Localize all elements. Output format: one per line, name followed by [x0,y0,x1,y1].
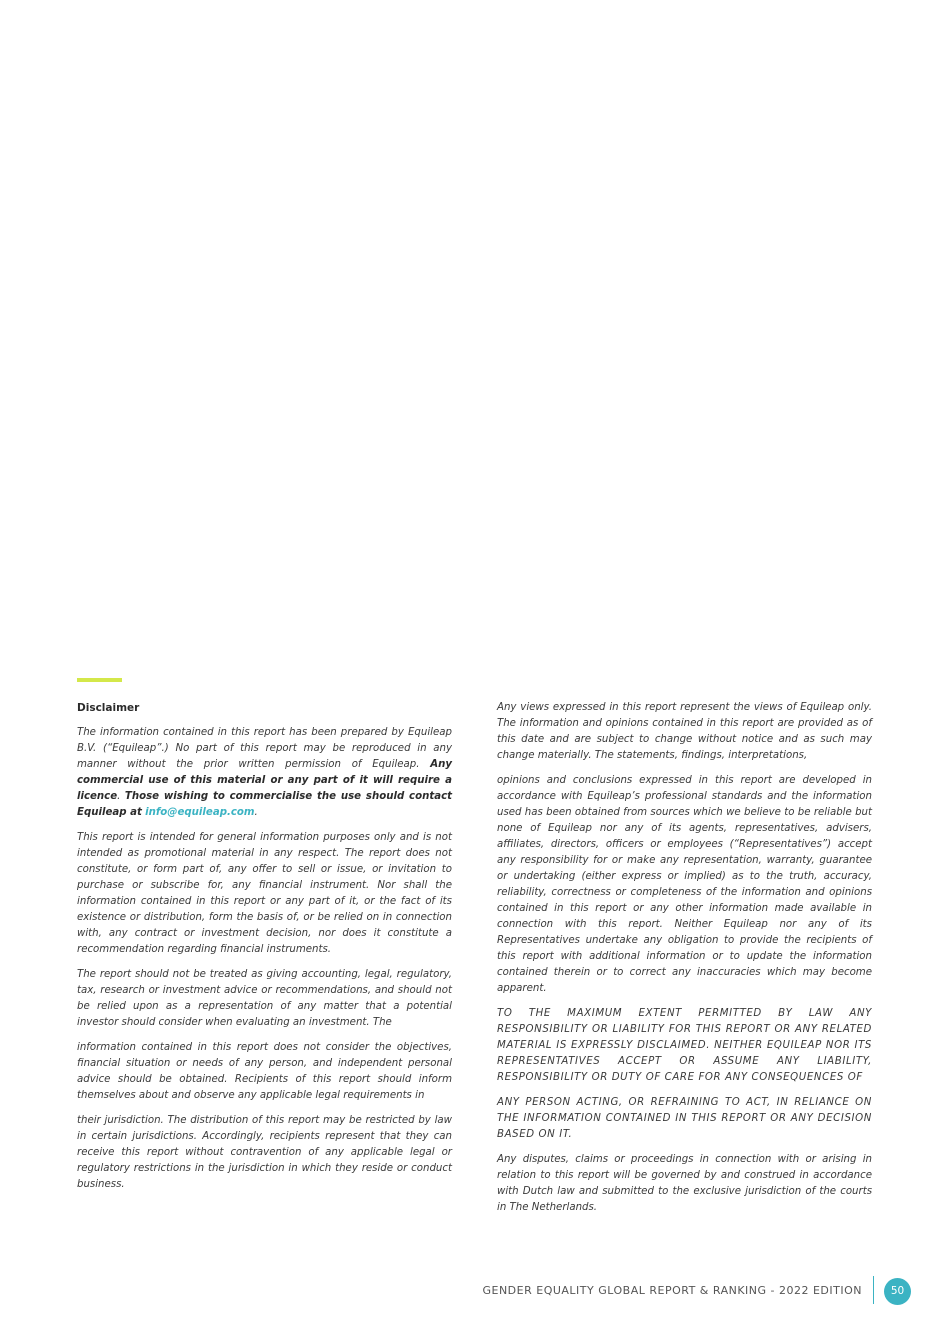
accent-bar [77,678,122,682]
contact-email-link[interactable]: info@equileap.com [145,807,255,818]
page-number-badge: 50 [884,1278,911,1305]
disclaimer-paragraph-5: their jurisdiction. The distribution of this report may be restricted by law in certain jurisdictions. Accordingly, recipients represent that they can receive this report without contravention of any applicable legal or regulatory restrictions in the jurisdiction in which they reside or conduct business. [77,1115,452,1190]
footer-divider [873,1276,874,1304]
paragraph-text: The information contained in this report has been prepared by Equileap B.V. (“Equileap”.) No part of this report may be reproduced in any manner without the prior written permission of Equileap. [77,727,452,770]
paragraph-text: . [117,791,125,802]
page-footer [0,1276,950,1306]
disclaimer-paragraph-1 [77,725,452,821]
disclaimer-left-column [77,700,452,1202]
disclaimer-paragraph-4: information contained in this report does not consider the objectives, financial situation or needs of any person, and independent personal advice should be obtained. Recipients of this report should inform themselves about and observe any applicable legal requirements in [77,1042,452,1101]
footer-report-title: GENDER EQUALITY GLOBAL REPORT & RANKING - 2022 EDITION [482,1284,862,1297]
paragraph-text: . [254,807,258,818]
disclaimer-paragraph-3: The report should not be treated as giving accounting, legal, regulatory, tax, research or investment advice or recommendations, and should not be relied upon as a representation of any matter that a potential investor should consider when evaluating an investment. The [77,969,452,1028]
disclaimer-paragraph-6: Any views expressed in this report represent the views of Equileap only. The information and opinions contained in this report are provided as of this date and are subject to change without notice and as such may change materially. The statements, findings, interpretations, [497,702,872,761]
disclaimer-paragraph-7: opinions and conclusions expressed in this report are developed in accordance with Equileap’s professional standards and the information used has been obtained from sources which we believe to be reliable but none of Equileap nor any of its agents, representatives, advisers, affiliates, directors, officers or employees (“Representatives”) accept any responsibility for or make any representation, warranty, guarantee or undertaking (either express or implied) as to the truth, accuracy, reliability, correctness or completeness of the information and opinions contained in this report or any other information made available in connection with this report. Neither Equileap nor any of its Representatives undertake any obligation to provide the recipients of this report with additional information or to update the information contained therein or to correct any inaccuracies which may become apparent. [497,775,872,994]
contact-notice: Those wishing to commercialise the use should contact Equileap at [77,791,452,818]
licence-notice: Any commercial use of this material or any part of it will require a licence [77,759,452,802]
disclaimer-paragraph-8: TO THE MAXIMUM EXTENT PERMITTED BY LAW ANY RESPONSIBILITY OR LIABILITY FOR THIS REPORT OR ANY RELATED MATERIAL IS EXPRESSLY DISCLAIMED. NEITHER EQUILEAP NOR ITS REPRESENTATIVES ACCEPT OR ASSUME ANY LIABILITY, RESPONSIBILITY OR DUTY OF CARE FOR ANY CONSEQUENCES OF [497,1008,872,1083]
disclaimer-paragraph-9: ANY PERSON ACTING, OR REFRAINING TO ACT, IN RELIANCE ON THE INFORMATION CONTAINED IN THIS REPORT OR ANY DECISION BASED ON IT. [497,1097,872,1140]
disclaimer-heading: Disclaimer [77,702,140,714]
disclaimer-paragraph-2: This report is intended for general information purposes only and is not intended as promotional material in any respect. The report does not constitute, or form part of, any offer to sell or issue, or invitation to purchase or subscribe for, any financial instrument. Nor shall the information contained in this report or any part of it, or the fact of its existence or distribution, form the basis of, or be relied on in connection with, any contract or investment decision, nor does it constitute a recommendation regarding financial instruments. [77,832,452,955]
disclaimer-paragraph-10: Any disputes, claims or proceedings in connection with or arising in relation to this report will be governed by and construed in accordance with Dutch law and submitted to the exclusive jurisdiction of the courts in The Netherlands. [497,1154,872,1213]
disclaimer-right-column [497,700,872,1225]
